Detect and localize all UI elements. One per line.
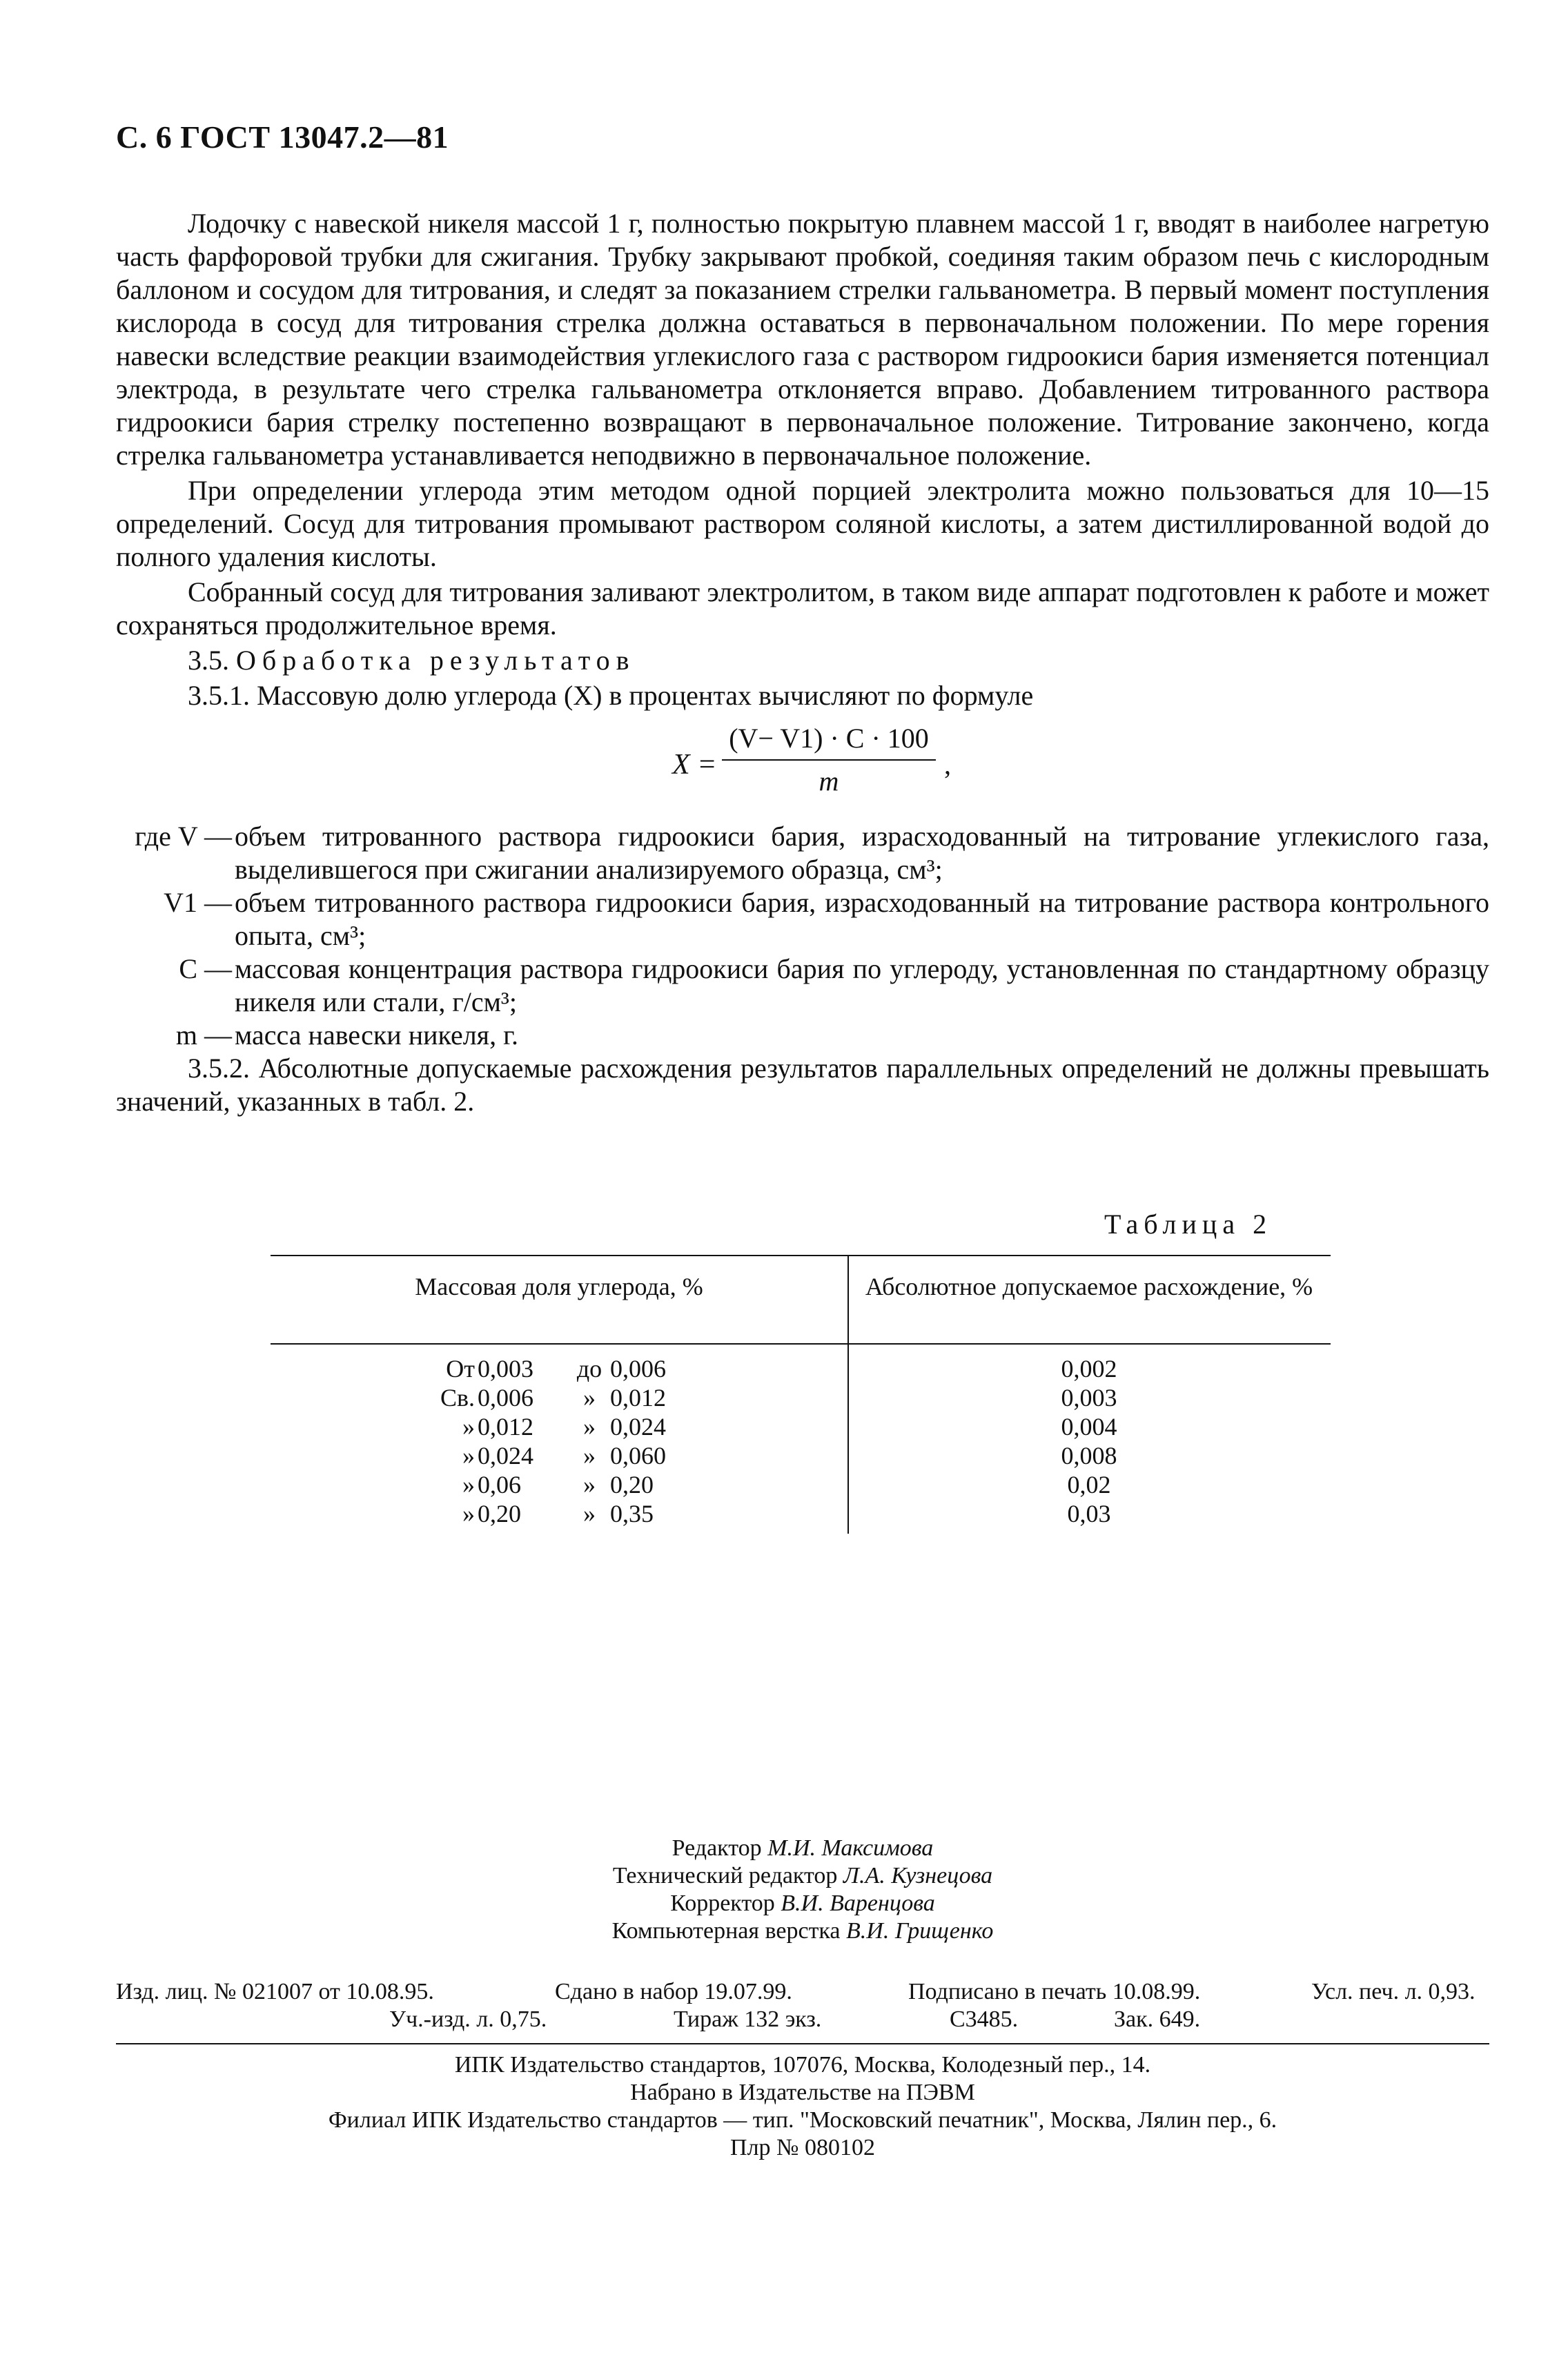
formula-numerator: (V− V1) · C · 100: [729, 723, 929, 754]
editor-name: М.И. Максимова: [767, 1835, 934, 1861]
definition-item: [116, 820, 1489, 886]
cell-tolerance: 0,003: [1061, 1384, 1117, 1412]
table-caption: Таблица 2: [1104, 1209, 1273, 1240]
cell-sep: »: [583, 1500, 596, 1527]
paragraph: Собранный сосуд для титрования заливают электролитом, в таком виде аппарат подготовлен к работе и может сохраняться продолжительное время.: [116, 576, 1489, 641]
cell-to: 0,012: [610, 1384, 666, 1412]
cell-prefix: »: [462, 1413, 475, 1441]
layout-name: В.И. Грищенко: [846, 1918, 994, 1944]
section-number: 3.5.: [188, 645, 229, 676]
cell-prefix: »: [462, 1500, 475, 1527]
imprint-tech-editor: [116, 1862, 1489, 1890]
license: Изд. лиц. № 021007 от 10.08.95.: [116, 1979, 434, 2004]
cell-prefix: »: [462, 1442, 475, 1469]
cell-sep: »: [583, 1442, 596, 1469]
print-sheets: Усл. печ. л. 0,93.: [1311, 1979, 1476, 2004]
formula-fraction: [722, 722, 936, 797]
cell-prefix: »: [462, 1471, 475, 1498]
fraction-bar: [722, 759, 936, 761]
cell-from: 0,003: [478, 1355, 533, 1383]
cell-from: 0,006: [478, 1384, 533, 1412]
body-text: [116, 207, 1489, 1120]
definition-text: массовая концентрация раствора гидроокиси бария по углероду, установленная по стандартному образцу никеля или стали, г/см³;: [235, 953, 1489, 1017]
sent-date: Сдано в набор 19.07.99.: [555, 1979, 792, 2004]
formula-denominator: m: [819, 765, 839, 797]
imprint-details-row: [116, 1978, 1489, 2006]
table-row: [271, 1354, 1331, 1383]
definition-text: объем титрованного раствора гидроокиси бария, израсходованный на титрование раствора контрольного опыта, см³;: [235, 887, 1489, 951]
imprint-editor: [116, 1835, 1489, 1862]
table-row: [271, 1412, 1331, 1441]
cell-to: 0,20: [610, 1471, 654, 1498]
imprint-rule: [116, 2043, 1489, 2044]
cell-prefix: Св.: [440, 1384, 475, 1412]
table-body: [271, 1354, 1331, 1528]
cell-tolerance: 0,02: [1067, 1471, 1111, 1498]
edit-sheets: Уч.-изд. л. 0,75.: [389, 2006, 547, 2032]
cell-from: 0,012: [478, 1413, 533, 1441]
definitions: [116, 820, 1489, 1052]
table-row: [271, 1499, 1331, 1528]
cell-to: 0,024: [610, 1413, 666, 1441]
table-row: [271, 1470, 1331, 1499]
typeset-note: Набрано в Издательстве на ПЭВМ: [630, 2080, 975, 2105]
branch: Филиал ИПК Издательство стандартов — тип. "Московский печатник", Москва, Лялин пер., 6.: [328, 2107, 1277, 2133]
clause-3-5-2: 3.5.2. Абсолютные допускаемые расхождения результатов параллельных определений не должны превышать значений, указанных в табл. 2.: [116, 1053, 1489, 1117]
definition-symbol: C —: [179, 953, 232, 984]
corrector-label: Корректор: [670, 1891, 775, 1916]
definition-item: [116, 953, 1489, 1019]
table-header-tolerance: Абсолютное допускаемое расхождение, %: [865, 1273, 1313, 1300]
cell-from: 0,024: [478, 1442, 533, 1469]
cell-sep: до: [576, 1355, 602, 1383]
publisher: ИПК Издательство стандартов, 107076, Москва, Колодезный пер., 14.: [454, 2052, 1151, 2078]
definition-item: [116, 1019, 1489, 1052]
cell-sep: »: [583, 1471, 596, 1498]
cell-sep: »: [583, 1384, 596, 1412]
table-top-rule: [271, 1255, 1331, 1256]
table-row: [271, 1441, 1331, 1470]
plr-number: Плр № 080102: [730, 2135, 875, 2160]
print-run: Тираж 132 экз.: [674, 2006, 822, 2032]
cell-sep: »: [583, 1413, 596, 1441]
section-heading: [116, 644, 1489, 677]
page-header: С. 6 ГОСТ 13047.2—81: [116, 119, 449, 155]
cell-from: 0,20: [478, 1500, 521, 1527]
imprint-details-row: [116, 2006, 1489, 2033]
definition-item: [116, 886, 1489, 953]
cell-tolerance: 0,004: [1061, 1413, 1117, 1441]
section-title: Обработка результатов: [236, 645, 636, 676]
definition-text: масса навески никеля, г.: [235, 1019, 518, 1051]
cell-to: 0,35: [610, 1500, 654, 1527]
formula-lhs: X =: [672, 749, 717, 781]
definition-symbol: V1 —: [164, 887, 232, 918]
paragraph: При определении углерода этим методом одной порцией электролита можно пользоваться для 10—15 определений. Сосуд для титрования промывают раствором соляной кислоты, а затем дистиллированной водой до полного удаления кислоты.: [116, 475, 1489, 572]
order-number: Зак. 649.: [1114, 2006, 1201, 2032]
tech-editor-name: Л.А. Кузнецова: [843, 1863, 993, 1888]
editor-label: Редактор: [672, 1835, 762, 1861]
cell-prefix: От: [446, 1355, 475, 1383]
layout-label: Компьютерная верстка: [611, 1918, 841, 1944]
clause-3-5-1: 3.5.1. Массовую долю углерода (X) в процентах вычисляют по формуле: [188, 680, 1034, 711]
paragraph: Лодочку с навеской никеля массой 1 г, полностью покрытую плавнем массой 1 г, вводят в наиболее нагретую часть фарфоровой трубки для сжигания. Трубку закрывают пробкой, соединяя таким образом печь с кислородным баллоном и сосудом для титрования, и следят за показанием стрелки гальванометра. В первый момент поступления кислорода в сосуд для титрования стрелка должна оставаться в первоначальном положении. По мере горения навески вследствие реакции взаимодействия углекислого газа с раствором гидроокиси бария изменяется потенциал электрода, в результате чего стрелка гальванометра отклоняется вправо. Добавлением титрованного раствора гидроокиси бария стрелку постепенно возвращают в первоначальное положение. Титрование закончено, когда стрелка гальванометра устанавливается неподвижно в первоначальное положение.: [116, 208, 1489, 471]
cell-tolerance: 0,008: [1061, 1442, 1117, 1469]
cell-tolerance: 0,002: [1061, 1355, 1117, 1383]
imprint: [116, 1835, 1489, 2162]
code: С3485.: [950, 2006, 1019, 2032]
table-header-carbon: Массовая доля углерода, %: [415, 1273, 703, 1300]
cell-to: 0,006: [610, 1355, 666, 1383]
definition-symbol: где V —: [135, 821, 232, 852]
signed-date: Подписано в печать 10.08.99.: [908, 1979, 1201, 2004]
tech-editor-label: Технический редактор: [612, 1863, 838, 1888]
corrector-name: В.И. Варенцова: [781, 1891, 935, 1916]
table-header-rule: [271, 1343, 1331, 1345]
cell-tolerance: 0,03: [1067, 1500, 1111, 1527]
definition-symbol: m —: [175, 1019, 232, 1051]
cell-from: 0,06: [478, 1471, 521, 1498]
table-row: [271, 1383, 1331, 1412]
formula: [116, 722, 1489, 808]
imprint-layout: [116, 1917, 1489, 1945]
cell-to: 0,060: [610, 1442, 666, 1469]
imprint-corrector: [116, 1890, 1489, 1917]
definition-text: объем титрованного раствора гидроокиси бария, израсходованный на титрование углекислого газа, выделившегося при сжигании анализируемого образца, см³;: [235, 821, 1489, 885]
formula-trail: ,: [944, 749, 951, 780]
